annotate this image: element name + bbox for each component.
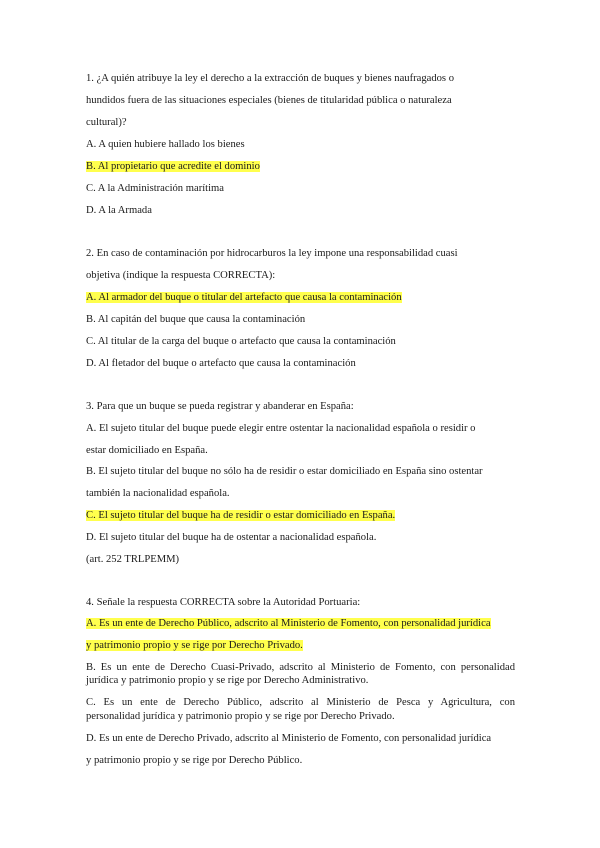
question-4-option-b-cont: jurídica y patrimonio propio y se rige por Derecho Administrativo.	[86, 675, 369, 686]
question-4-option-c: C. Es un ente de Derecho Público, adscrito al Ministerio de Pesca y Agricultura, con	[86, 697, 515, 708]
question-4-option-d: D. Es un ente de Derecho Privado, adscrito al Ministerio de Fomento, con personalidad jurídica	[86, 733, 492, 744]
question-2-option-a-correct: A. Al armador del buque o titular del artefacto que causa la contaminación	[86, 292, 402, 303]
question-1-stem-line: hundidos fuera de las situaciones especiales (bienes de titularidad pública o naturaleza	[86, 95, 452, 106]
question-4-option-b: B. Es un ente de Derecho Cuasi-Privado, adscrito al Ministerio de Fomento, con personalidad	[86, 662, 515, 673]
question-3-option-a-cont: estar domiciliado en España.	[86, 445, 208, 456]
question-2-option-c: C. Al titular de la carga del buque o artefacto que causa la contaminación	[86, 336, 396, 347]
question-3-option-b: B. El sujeto titular del buque no sólo ha de residir o estar domiciliado en España sino ostentar	[86, 466, 483, 477]
question-1-stem-line: cultural)?	[86, 117, 127, 128]
question-3-stem-line: 3. Para que un buque se pueda registrar y abanderar en España:	[86, 401, 354, 412]
question-1-option-a: A. A quien hubiere hallado los bienes	[86, 139, 245, 150]
question-2-option-d: D. Al fletador del buque o artefacto que causa la contaminación	[86, 358, 356, 369]
question-4-option-c-cont: personalidad jurídica y patrimonio propio y se rige por Derecho Privado.	[86, 711, 395, 722]
question-3-note: (art. 252 TRLPEMM)	[86, 554, 180, 565]
question-3-option-a: A. El sujeto titular del buque puede elegir entre ostentar la nacionalidad española o residir o	[86, 423, 476, 434]
question-4-option-a-correct: A. Es un ente de Derecho Público, adscrito al Ministerio de Fomento, con personalidad jurídica	[86, 618, 491, 629]
question-2-option-b: B. Al capitán del buque que causa la contaminación	[86, 314, 306, 325]
question-3-option-d: D. El sujeto titular del buque ha de ostentar a nacionalidad española.	[86, 532, 377, 543]
question-1-option-d: D. A la Armada	[86, 205, 152, 216]
question-1-option-c: C. A la Administración marítima	[86, 183, 224, 194]
question-2-stem-line: 2. En caso de contaminación por hidrocarburos la ley impone una responsabilidad cuasi	[86, 248, 458, 259]
question-3-option-c-correct: C. El sujeto titular del buque ha de residir o estar domiciliado en España.	[86, 510, 396, 521]
question-3-option-b-cont: también la nacionalidad española.	[86, 488, 230, 499]
question-4-option-d-cont: y patrimonio propio y se rige por Derecho Público.	[86, 755, 303, 766]
question-1-stem-line: 1. ¿A quién atribuye la ley el derecho a la extracción de buques y bienes naufragados o	[86, 73, 454, 84]
question-1-option-b-correct: B. Al propietario que acredite el dominio	[86, 161, 260, 172]
question-4-stem-line: 4. Señale la respuesta CORRECTA sobre la Autoridad Portuaria:	[86, 597, 361, 608]
question-4-option-a-correct-cont: y patrimonio propio y se rige por Derecho Privado.	[86, 640, 303, 651]
question-2-stem-line: objetiva (indique la respuesta CORRECTA):	[86, 270, 276, 281]
